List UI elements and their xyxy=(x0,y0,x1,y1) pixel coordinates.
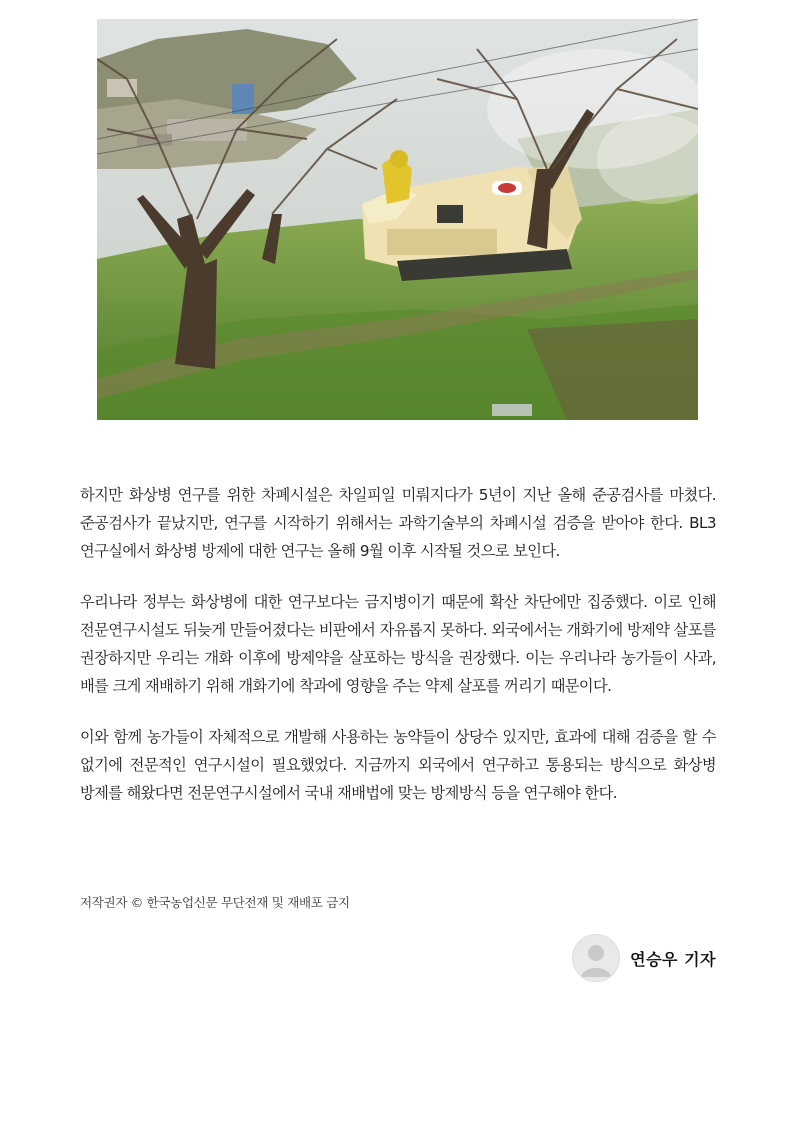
copyright-notice: 저작권자 © 한국농업신문 무단전재 및 재배포 금지 xyxy=(80,895,350,910)
author-avatar-icon[interactable] xyxy=(572,934,620,982)
article-body xyxy=(80,481,716,830)
author-byline[interactable] xyxy=(572,934,716,982)
author-name[interactable]: 연승우 기자 xyxy=(630,949,716,969)
article-paragraph-2: 우리나라 정부는 화상병에 대한 연구보다는 금지병이기 때문에 확산 차단에만 집중했다. 이로 인해 전문연구시설도 뒤늦게 만들어졌다는 비판에서 자유롭지 못하다. 외국에서는 개화기에 방제약 살포를 권장하지만 우리는 개화 이후에 방제약을 살포하는 방식을 권장했다. 이는 우리나라 농가들이 사과, 배를 크게 재배하기 위해 개화기에 착과에 영향을 주는 약제 살포를 꺼리기 때문이다. xyxy=(80,593,716,695)
article-paragraph-3: 이와 함께 농가들이 자체적으로 개발해 사용하는 농약들이 상당수 있지만, 효과에 대해 검증을 할 수 없기에 전문적인 연구시설이 필요했었다. 지금까지 외국에서 연구하고 통용되는 방식으로 화상병 방제를 해왔다면 전문연구시설에서 국내 재배법에 맞는 방제방식 등을 연구해야 한다. xyxy=(80,728,716,802)
article-photo xyxy=(97,19,698,420)
article-paragraph-1: 하지만 화상병 연구를 위한 차폐시설은 차일피일 미뤄지다가 5년이 지난 올해 준공검사를 마쳤다. 준공검사가 끝났지만, 연구를 시작하기 위해서는 과학기술부의 차폐시설 검증을 받아야 한다. BL3 연구실에서 화상병 방제에 대한 연구는 올해 9월 이후 시작될 것으로 보인다. xyxy=(80,486,716,560)
